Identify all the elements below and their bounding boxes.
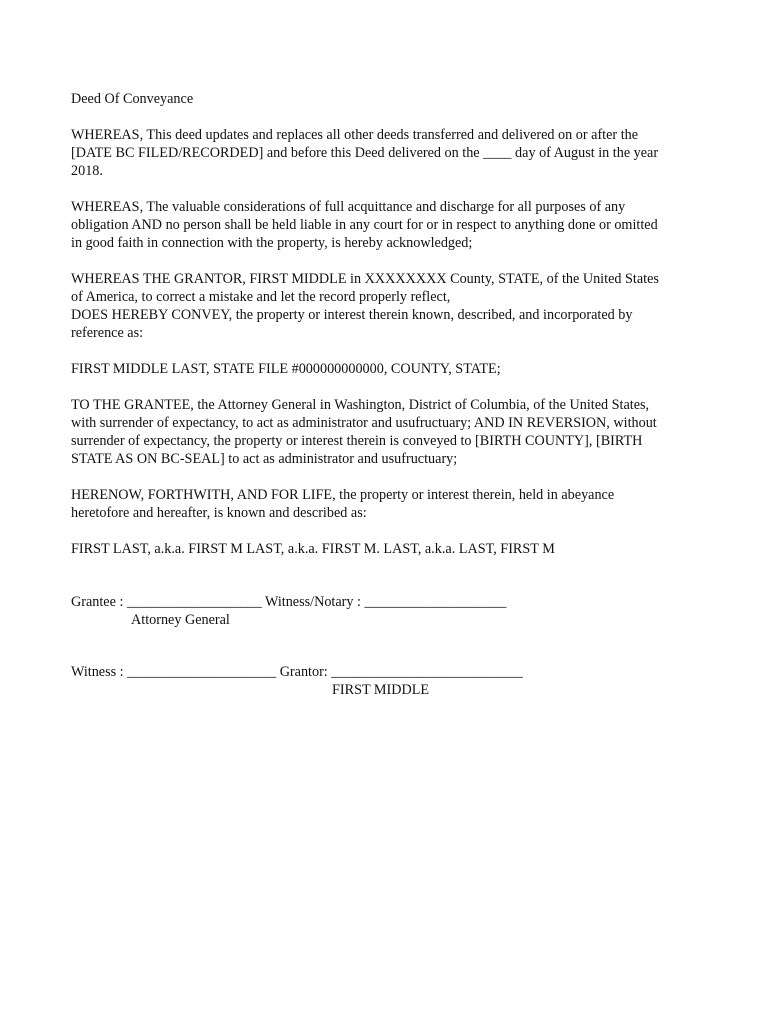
text-line: WHEREAS THE GRANTOR, FIRST MIDDLE in XXXXXXXX County, STATE, of the United States — [71, 271, 659, 287]
text-line: WHEREAS, The valuable considerations of full acquittance and discharge for all purposes of any — [71, 199, 626, 215]
signature-line-grantee-witness-notary: Grantee : ___________________ Witness/Notary : ____________________ — [71, 594, 507, 610]
text-line: of America, to correct a mistake and let the record properly reflect, — [71, 289, 451, 305]
text-line: FIRST MIDDLE LAST, STATE FILE #000000000000, COUNTY, STATE; — [71, 361, 501, 377]
paragraph-whereas-considerations — [71, 198, 701, 252]
spacer — [71, 629, 701, 663]
text-line: with surrender of expectancy, to act as administrator and usufructuary; AND IN REVERSION, without — [71, 415, 657, 431]
paragraph-whereas-deed-updates — [71, 126, 701, 180]
text-line: TO THE GRANTEE, the Attorney General in Washington, District of Columbia, of the United States, — [71, 397, 650, 413]
text-line: [DATE BC FILED/RECORDED] and before this Deed delivered on the ____ day of August in the year — [71, 145, 659, 161]
document-page — [71, 90, 701, 699]
text-line: HERENOW, FORTHWITH, AND FOR LIFE, the property or interest therein, held in abeyance — [71, 487, 615, 503]
text-line: obligation AND no person shall be held liable in any court for or in respect to anything done or omitted — [71, 217, 658, 233]
paragraph-aka-names — [71, 540, 701, 558]
document-title: Deed Of Conveyance — [71, 91, 194, 107]
signature-caption-attorney-general: Attorney General — [131, 612, 230, 628]
text-line: in good faith in connection with the property, is hereby acknowledged; — [71, 235, 473, 251]
paragraph-state-file — [71, 360, 701, 378]
paragraph-to-the-grantee — [71, 396, 701, 468]
signature-caption-first-middle: FIRST MIDDLE — [332, 682, 430, 698]
text-line: WHEREAS, This deed updates and replaces all other deeds transferred and delivered on or after the — [71, 127, 639, 143]
text-line: surrender of expectancy, the property or interest therein is conveyed to [BIRTH COUNTY], [BIRTH — [71, 433, 643, 449]
spacer — [71, 558, 701, 593]
text-line: heretofore and hereafter, is known and described as: — [71, 505, 367, 521]
signature-line-witness-grantor: Witness : _____________________ Grantor: ___________________________ — [71, 664, 523, 680]
text-line: FIRST LAST, a.k.a. FIRST M LAST, a.k.a. FIRST M. LAST, a.k.a. LAST, FIRST M — [71, 541, 555, 557]
paragraph-herenow — [71, 486, 701, 522]
text-line: STATE AS ON BC-SEAL] to act as administrator and usufructuary; — [71, 451, 458, 467]
paragraph-whereas-grantor — [71, 270, 701, 342]
text-line: reference as: — [71, 325, 144, 341]
text-line: 2018. — [71, 163, 103, 179]
text-line: DOES HEREBY CONVEY, the property or interest therein known, described, and incorporated by — [71, 307, 633, 323]
